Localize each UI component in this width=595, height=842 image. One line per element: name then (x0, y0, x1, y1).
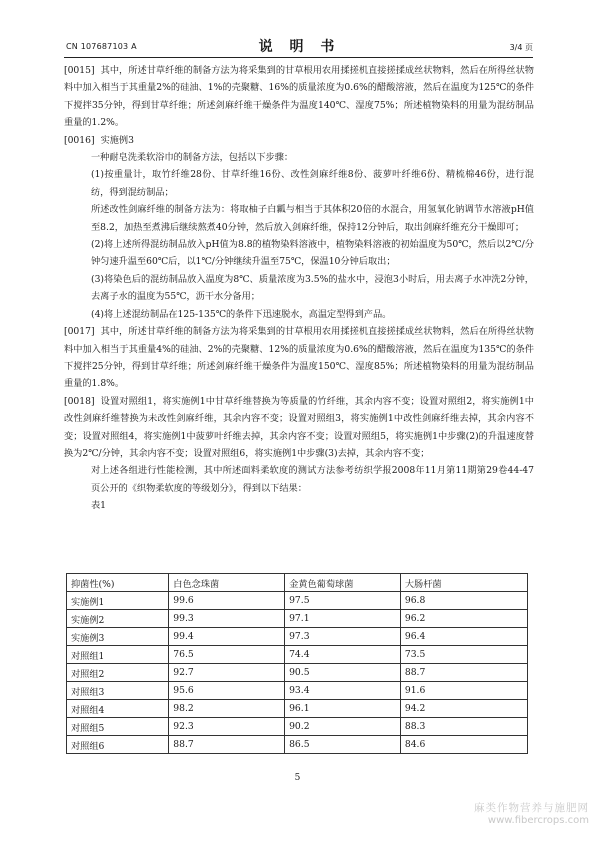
row-label: 对照组3 (67, 682, 169, 700)
table-cell: 84.6 (400, 736, 527, 754)
paragraph-0016 (64, 132, 534, 149)
row-label: 实施例2 (67, 610, 169, 628)
step-3: (3)将染色后的混纺制品放入温度为8℃、质量浓度为3.5%的盐水中，浸泡3小时后，用去离子水冲洗2分钟，去离子水的温度为55℃，沥干水分备用； (91, 273, 534, 303)
table-cell: 88.7 (169, 736, 285, 754)
column-header: 抑菌性(%) (67, 574, 169, 592)
patent-number: CN 107687103 A (66, 42, 137, 51)
table-row (67, 646, 528, 664)
step-4: (4)将上述混纺制品在125-135℃的条件下迅速脱水，高温定型得到产品。 (91, 308, 392, 320)
step-1-detail: 所述改性剑麻纤维的制备方法为：将取柚子白瓤与相当于其体积20倍的水混合，用氢氧化钠调节水溶液pH值至8.2，加热至煮沸后继续熬煮40分钟，然后放入剑麻纤维，保持12分钟后，取出剑麻纤维充分干燥即可； (91, 204, 534, 233)
table-row (67, 664, 528, 682)
table-cell: 86.5 (285, 736, 401, 754)
table-cell: 74.4 (285, 646, 401, 664)
document-body (64, 62, 534, 515)
table-cell: 92.7 (169, 664, 285, 682)
table-header-row (67, 574, 528, 592)
table-cell: 99.3 (169, 610, 285, 628)
paragraph-tag: [0016] (64, 134, 95, 146)
row-label: 对照组6 (67, 736, 169, 754)
page-number: 5 (294, 773, 301, 783)
table-cell: 99.6 (169, 592, 285, 610)
header-rule (64, 57, 533, 58)
paragraph-tag: [0017] (64, 326, 95, 338)
step-2: (2)将上述所得混纺制品放入pH值为8.8的植物染料溶液中，植物染料溶液的初始温度为50℃，然后以2℃/分钟匀速升温至60℃后，以1℃/分钟继续升温至75℃，保温10分钟后取出； (91, 239, 534, 268)
table-cell: 97.1 (285, 610, 401, 628)
table-cell: 90.2 (285, 718, 401, 736)
row-label: 对照组5 (67, 718, 169, 736)
table-cell: 92.3 (169, 718, 285, 736)
table-caption: 表1 (91, 500, 107, 512)
table-cell: 73.5 (400, 646, 527, 664)
column-header: 白色念珠菌 (169, 574, 285, 592)
table-cell: 88.7 (400, 664, 527, 682)
table-row (67, 682, 528, 700)
table-row (67, 610, 528, 628)
row-label: 实施例3 (67, 628, 169, 646)
table-row (67, 592, 528, 610)
document-title: 说 明 书 (258, 39, 341, 55)
table-cell: 96.1 (285, 700, 401, 718)
watermark (474, 800, 589, 826)
table-row (67, 736, 528, 754)
column-header: 大肠杆菌 (400, 574, 527, 592)
row-label: 对照组2 (67, 664, 169, 682)
table-row (67, 718, 528, 736)
example-heading: 实施例3 (100, 134, 134, 146)
test-method-note: 对上述各组进行性能检测，其中所述面料柔软度的测试方法参考纺织学报2008年11月第11期第29卷44-47页公开的《织物柔软度的等级划分》，得到以下结果： (91, 465, 534, 494)
table-cell: 97.5 (285, 592, 401, 610)
method-intro: 一种耐皂洗柔软浴巾的制备方法，包括以下步骤： (91, 152, 294, 164)
row-label: 实施例1 (67, 592, 169, 610)
paragraph-0018 (64, 393, 534, 463)
table-cell: 99.4 (169, 628, 285, 646)
watermark-site-name: 麻类作物营养与施肥网 (474, 802, 589, 814)
column-header: 金黄色葡萄球菌 (285, 574, 401, 592)
table-row (67, 628, 528, 646)
paragraph-tag: [0018] (64, 395, 95, 407)
table-cell: 90.5 (285, 664, 401, 682)
paragraph-tag: [0015] (64, 65, 95, 76)
table-row (67, 700, 528, 718)
table-cell: 97.3 (285, 628, 401, 646)
table-cell: 96.8 (400, 592, 527, 610)
table-cell: 91.6 (400, 682, 527, 700)
results-table (66, 573, 528, 754)
watermark-url: www.fibercrops.com (487, 815, 589, 826)
table-cell: 76.5 (169, 646, 285, 664)
table-cell: 98.2 (169, 700, 285, 718)
table-cell: 96.4 (400, 628, 527, 646)
page-counter: 3/4 页 (509, 43, 533, 52)
paragraph-text: 设置对照组1，将实施例1中甘草纤维替换为等质量的竹纤维，其余内容不变；设置对照组2，将实施例1中改性剑麻纤维替换为未改性剑麻纤维，其余内容不变；设置对照组3，将实施例1中改性剑麻纤维去掉，其余内容不变；设置对照组4，将实施例1中菠萝叶纤维去掉，其余内容不变；设置对照组5，将实施例1中步骤(2)的升温速度替换为2℃/分钟，其余内容不变；设置对照组6，将实施例1中步骤(3)去掉，其余内容不变； (64, 395, 534, 459)
page-header (66, 36, 533, 56)
step-1: (1)按重量计，取竹纤维28份、甘草纤维16份、改性剑麻纤维8份、菠萝叶纤维6份、精梳棉46份，进行混纺，得到混纺制品； (91, 169, 534, 198)
paragraph-text: 其中，所述甘草纤维的制备方法为将采集到的甘草根用农用揉搓机直接搓揉成丝状物料，然后在所得丝状物料中加入相当于其重量2%的硅油、1%的壳聚糖、16%的质量浓度为0.6%的醋酸溶液，然后在温度为125℃的条件下搅拌35分钟，得到甘草纤维；所述剑麻纤维干燥条件为温度140℃、湿度75%；所述植物染料的用量为混纺制品重量的1.2%。 (64, 65, 534, 129)
paragraph-0017 (64, 323, 534, 393)
table-cell: 96.2 (400, 610, 527, 628)
row-label: 对照组1 (67, 646, 169, 664)
row-label: 对照组4 (67, 700, 169, 718)
table-cell: 88.3 (400, 718, 527, 736)
paragraph-0015 (64, 62, 534, 132)
table-cell: 94.2 (400, 700, 527, 718)
paragraph-text: 其中，所述甘草纤维的制备方法为将采集到的甘草根用农用揉搓机直接搓揉成丝状物料，然后在所得丝状物料中加入相当于其重量4%的硅油、2%的壳聚糖、12%的质量浓度为0.6%的醋酸溶液，然后在温度为135℃的条件下搅拌25分钟，得到甘草纤维；所述剑麻纤维干燥条件为温度150℃、湿度85%；所述植物染料的用量为混纺制品重量的1.8%。 (64, 326, 534, 390)
table-cell: 93.4 (285, 682, 401, 700)
table-cell: 95.6 (169, 682, 285, 700)
